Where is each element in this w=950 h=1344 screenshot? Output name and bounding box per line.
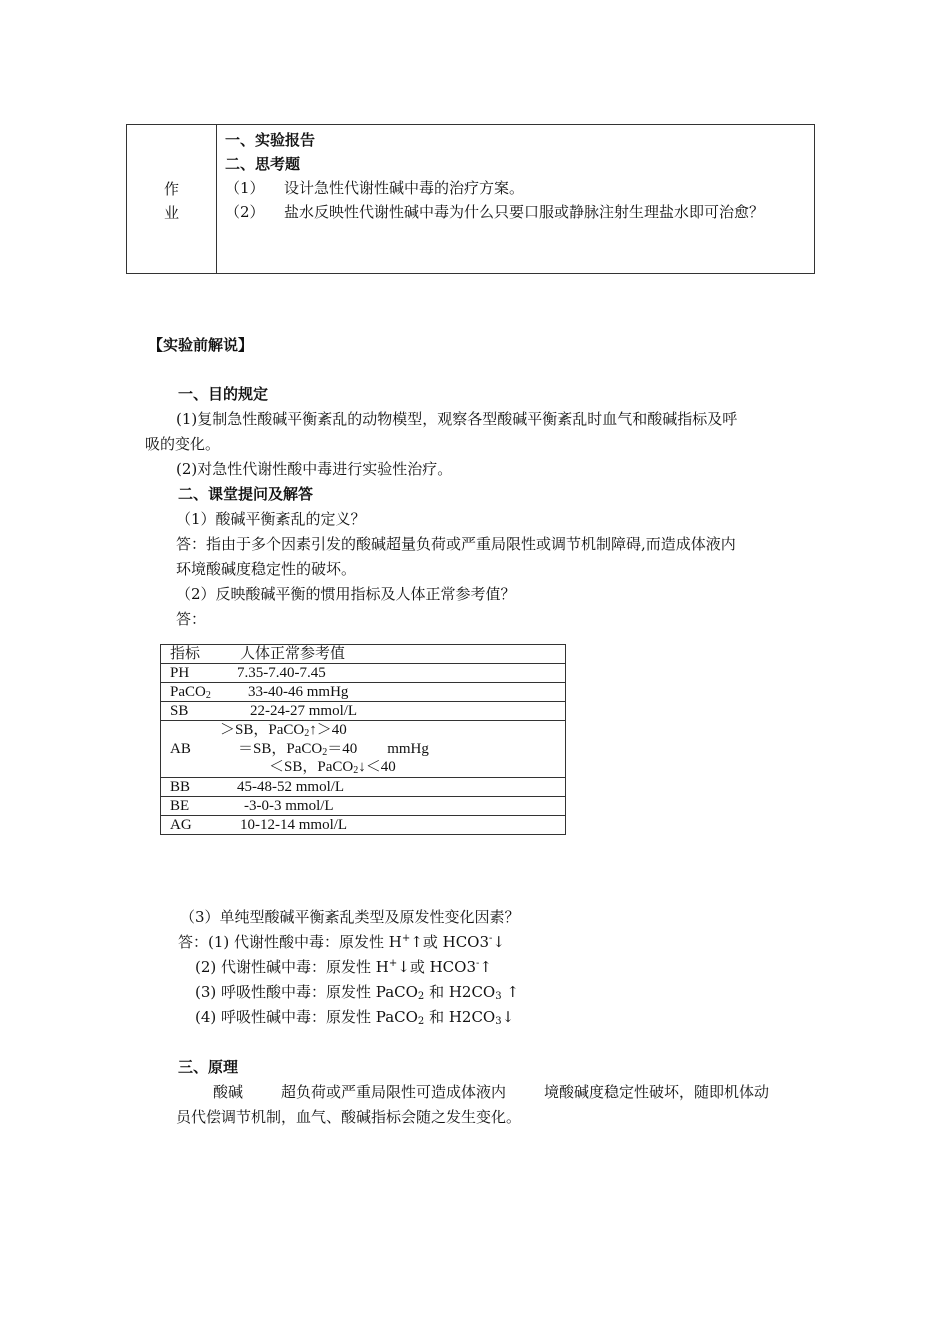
- section-title-intro: 【实验前解说】: [148, 336, 254, 354]
- answer-2-prefix: 答：: [176, 610, 207, 628]
- ab-line-3: ＜SB，PaCO$_2$↓＜40: [269, 759, 396, 776]
- section-title-principle: 三、原理: [178, 1058, 239, 1076]
- row-name: AB: [170, 741, 191, 757]
- reference-table: [160, 644, 566, 835]
- question-1: （1）酸碱平衡紊乱的定义？: [176, 510, 366, 528]
- ab-line-2: ＝SB，PaCO$_2$＝40 mmHg: [238, 740, 429, 758]
- homework-label-2: 业: [163, 204, 179, 222]
- question-number: （2）: [225, 203, 265, 221]
- homework-question-1: [225, 176, 810, 200]
- question-number: （1）: [225, 179, 265, 197]
- answer-3-item-2: (2) 代谢性碱中毒：原发性 H+↓或 HCO3-↑: [195, 958, 492, 976]
- table-row: [161, 664, 566, 683]
- homework-label-1: 作: [163, 180, 179, 198]
- table-row: [161, 702, 566, 721]
- row-value: -3-0-3 mmol/L: [244, 797, 334, 814]
- section-title-qa: 二、课堂提问及解答: [178, 485, 314, 503]
- goals-paragraph-1-cont: 吸的变化。: [145, 435, 221, 453]
- table-divider: [216, 125, 217, 273]
- principle-line-2: 员代偿调节机制，血气、酸碱指标会随之发生变化。: [176, 1108, 522, 1126]
- answer-1-line-1: 答：指由于多个因素引发的酸碱超量负荷或严重局限性或调节机制障碍,而造成体液内: [176, 535, 736, 553]
- question-3: （3）单纯型酸碱平衡紊乱类型及原发性变化因素？: [180, 908, 520, 926]
- homework-item-report: 一、实验报告: [225, 131, 316, 149]
- homework-item-questions: 二、思考题: [225, 155, 301, 173]
- row-name-sub: 2: [205, 690, 211, 701]
- header-cell: [161, 645, 566, 664]
- header-indicator: 指标: [170, 646, 201, 662]
- homework-content: [225, 128, 810, 224]
- row-value: 10-12-14 mmol/L: [240, 816, 348, 833]
- row-value: 7.35-7.40-7.45: [237, 665, 326, 681]
- row-name: PaCO: [170, 684, 206, 700]
- table-row: [161, 721, 566, 778]
- question-text: 设计急性代谢性碱中毒的治疗方案。: [284, 179, 525, 197]
- principle-line-1: 酸碱 超负荷或严重局限性可造成体液内 境酸碱度稳定性破坏，随即机体动: [213, 1083, 770, 1101]
- table-row: [161, 683, 566, 702]
- table-row: [161, 815, 566, 834]
- ab-unit: mmHg: [387, 740, 429, 757]
- answer-1-line-2: 环境酸碱度稳定性的破坏。: [176, 560, 357, 578]
- row-name: BE: [170, 797, 190, 814]
- row-value: 33-40-46 mmHg: [248, 684, 349, 700]
- row-name: BB: [170, 778, 191, 795]
- table-row: [161, 645, 566, 664]
- ab-line-1: ＞SB，PaCO$_2$↑＞40: [220, 722, 347, 739]
- answer-3-item-1: 答：(1) 代谢性酸中毒：原发性 H+↑或 HCO3-↓: [178, 933, 505, 951]
- answer-3-item-4: (4) 呼吸性碱中毒：原发性 PaCO$_2$ 和 $H2CO_3↓$: [195, 1008, 515, 1027]
- section-title-goals: 一、目的规定: [178, 385, 269, 403]
- table-row: [161, 777, 566, 796]
- row-name: PH: [170, 665, 190, 681]
- question-2: （2）反映酸碱平衡的惯用指标及人体正常参考值？: [176, 585, 516, 603]
- row-name: AG: [170, 816, 192, 833]
- table-row: [161, 796, 566, 815]
- homework-table: [126, 124, 815, 274]
- homework-label: [127, 177, 216, 225]
- goals-paragraph-1: (1)复制急性酸碱平衡紊乱的动物模型，观察各型酸碱平衡紊乱时血气和酸碱指标及呼: [176, 410, 738, 428]
- row-value: 45-48-52 mmol/L: [237, 778, 345, 795]
- row-name: SB: [170, 703, 189, 719]
- answer-3-item-3: (3) 呼吸性酸中毒：原发性 PaCO$_2$ 和 $H2CO_3$ ↑: [195, 983, 519, 1002]
- homework-question-2: [225, 200, 810, 224]
- goals-paragraph-2: (2)对急性代谢性酸中毒进行实验性治疗。: [176, 460, 453, 478]
- question-text: 盐水反映性代谢性碱中毒为什么只要口服或静脉注射生理盐水即可治愈？: [284, 203, 765, 221]
- row-value: 22-24-27 mmol/L: [250, 703, 358, 719]
- header-reference: 人体正常参考值: [240, 646, 346, 662]
